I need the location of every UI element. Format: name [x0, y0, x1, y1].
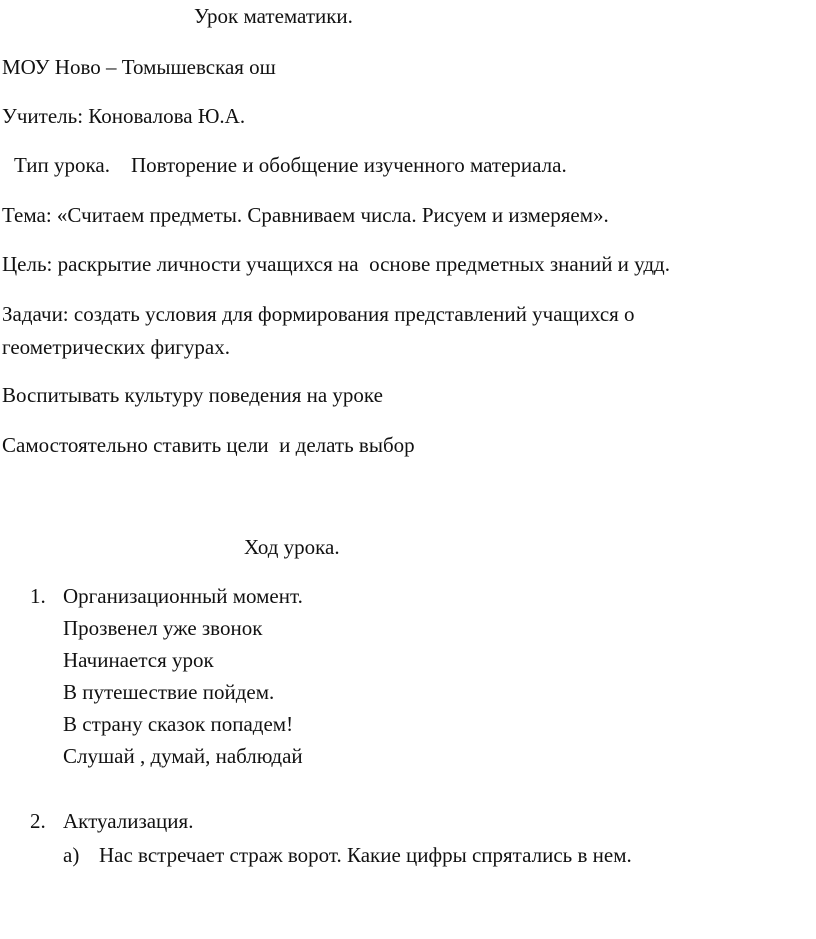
poem-line: Слушай , думай, наблюдай: [63, 744, 303, 768]
step-title: Актуализация.: [63, 809, 194, 833]
sub-item-text: Нас встречает страж ворот. Какие цифры спрятались в нем.: [99, 843, 632, 867]
step-number: 1.: [30, 584, 46, 608]
lesson-tasks-line1: Задачи: создать условия для формирования представлений учащихся о: [2, 302, 635, 326]
poem-line: В путешествие пойдем.: [63, 680, 275, 704]
page-title: Урок математики.: [194, 4, 353, 28]
step-title: Организационный момент.: [63, 584, 303, 608]
step-number: 2.: [30, 809, 46, 833]
lesson-topic: Тема: «Считаем предметы. Сравниваем числа. Рисуем и измеряем».: [2, 203, 609, 227]
school-name: МОУ Ново – Томышевская ош: [2, 55, 276, 79]
independent-text: Самостоятельно ставить цели и делать выбор: [2, 433, 415, 457]
educate-text: Воспитывать культуру поведения на уроке: [2, 383, 383, 407]
poem-line: Прозвенел уже звонок: [63, 616, 263, 640]
teacher-name: Учитель: Коновалова Ю.А.: [2, 104, 246, 128]
poem-line: Начинается урок: [63, 648, 214, 672]
lesson-tasks-line2: геометрических фигурах.: [2, 335, 230, 359]
lesson-goal: Цель: раскрытие личности учащихся на основе предметных знаний и удд.: [2, 252, 670, 276]
lesson-progress-heading: Ход урока.: [244, 535, 340, 559]
poem-line: В страну сказок попадем!: [63, 712, 294, 736]
sub-item-label: а): [63, 843, 80, 867]
lesson-type: Тип урока. Повторение и обобщение изученного материала.: [14, 153, 567, 177]
